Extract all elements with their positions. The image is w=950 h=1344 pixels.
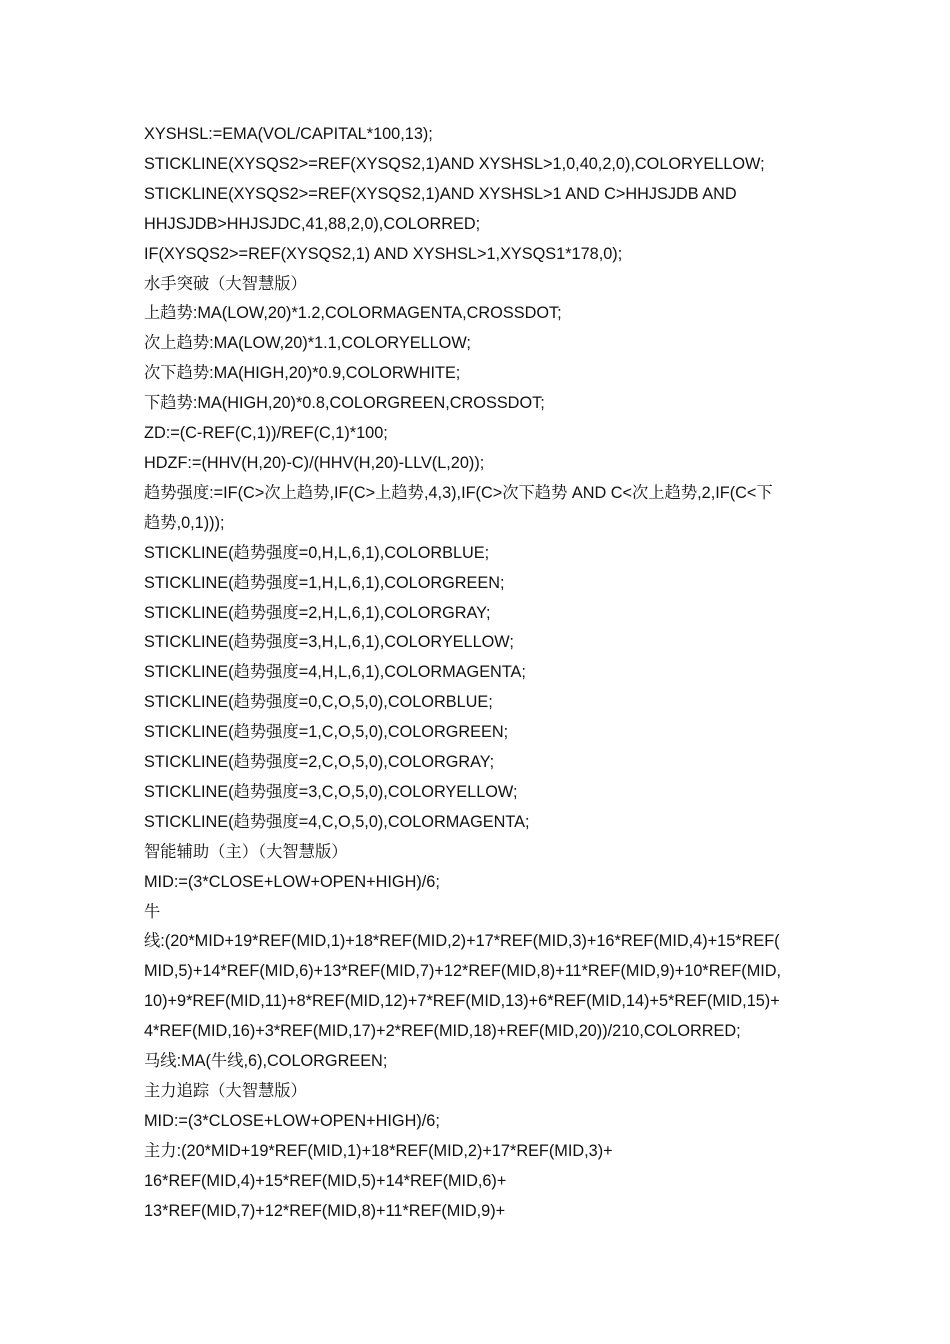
text-line: STICKLINE(趋势强度=2,C,O,5,0),COLORGRAY;: [144, 753, 495, 772]
text-line: STICKLINE(趋势强度=0,H,L,6,1),COLORBLUE;: [144, 543, 490, 562]
text-line: STICKLINE(趋势强度=2,H,L,6,1),COLORGRAY;: [144, 603, 491, 622]
text-line: STICKLINE(XYSQS2>=REF(XYSQS2,1)AND XYSHSL>1 AND C>HHJSJDB AND: [144, 184, 737, 203]
text-line: STICKLINE(趋势强度=3,H,L,6,1),COLORYELLOW;: [144, 633, 514, 652]
text-line: STICKLINE(趋势强度=1,C,O,5,0),COLORGREEN;: [144, 723, 509, 742]
text-line: 主力:(20*MID+19*REF(MID,1)+18*REF(MID,2)+17*REF(MID,3)+: [144, 1141, 613, 1160]
formula-text-block: [144, 120, 806, 1227]
text-line: 16*REF(MID,4)+15*REF(MID,5)+14*REF(MID,6)+: [144, 1171, 507, 1190]
text-line: 上趋势:MA(LOW,20)*1.2,COLORMAGENTA,CROSSDOT;: [144, 304, 562, 323]
section-heading: 水手突破（大智慧版）: [144, 274, 307, 293]
text-line: HHJSJDB>HHJSJDC,41,88,2,0),COLORRED;: [144, 214, 481, 233]
text-line: STICKLINE(趋势强度=1,H,L,6,1),COLORGREEN;: [144, 573, 505, 592]
text-line: STICKLINE(趋势强度=3,C,O,5,0),COLORYELLOW;: [144, 782, 518, 801]
section-heading: 主力追踪（大智慧版）: [144, 1082, 307, 1100]
text-line: 马线:MA(牛线,6),COLORGREEN;: [144, 1052, 388, 1071]
section-heading: 智能辅助（主）（大智慧版）: [144, 842, 348, 861]
text-line: 牛: [144, 902, 161, 921]
text-line: MID:=(3*CLOSE+LOW+OPEN+HIGH)/6;: [144, 872, 440, 891]
text-line: 13*REF(MID,7)+12*REF(MID,8)+11*REF(MID,9)+: [144, 1201, 506, 1220]
text-line: MID,5)+14*REF(MID,6)+13*REF(MID,7)+12*REF(MID,8)+11*REF(MID,9)+10*REF(MID,: [144, 962, 782, 981]
text-line: STICKLINE(趋势强度=0,C,O,5,0),COLORBLUE;: [144, 693, 493, 712]
text-line: 次上趋势:MA(LOW,20)*1.1,COLORYELLOW;: [144, 334, 471, 353]
text-line: STICKLINE(趋势强度=4,H,L,6,1),COLORMAGENTA;: [144, 663, 526, 682]
text-line: IF(XYSQS2>=REF(XYSQS2,1) AND XYSHSL>1,XYSQS1*178,0);: [144, 244, 623, 263]
text-line: 趋势,0,1)));: [144, 513, 225, 532]
text-line: MID:=(3*CLOSE+LOW+OPEN+HIGH)/6;: [144, 1111, 440, 1130]
text-line: 线:(20*MID+19*REF(MID,1)+18*REF(MID,2)+17*REF(MID,3)+16*REF(MID,4)+15*REF(: [144, 932, 780, 951]
text-line: 4*REF(MID,16)+3*REF(MID,17)+2*REF(MID,18)+REF(MID,20))/210,COLORRED;: [144, 1022, 741, 1041]
text-line: ZD:=(C-REF(C,1))/REF(C,1)*100;: [144, 424, 388, 443]
text-line: HDZF:=(HHV(H,20)-C)/(HHV(H,20)-LLV(L,20));: [144, 453, 485, 472]
text-line: STICKLINE(趋势强度=4,C,O,5,0),COLORMAGENTA;: [144, 812, 530, 831]
text-line: 10)+9*REF(MID,11)+8*REF(MID,12)+7*REF(MID,13)+6*REF(MID,14)+5*REF(MID,15)+: [144, 992, 780, 1011]
text-line: 下趋势:MA(HIGH,20)*0.8,COLORGREEN,CROSSDOT;: [144, 394, 545, 413]
text-line: XYSHSL:=EMA(VOL/CAPITAL*100,13);: [144, 125, 433, 143]
text-line: 次下趋势:MA(HIGH,20)*0.9,COLORWHITE;: [144, 364, 461, 383]
text-line: STICKLINE(XYSQS2>=REF(XYSQS2,1)AND XYSHSL>1,0,40,2,0),COLORYELLOW;: [144, 154, 765, 173]
text-line: 趋势强度:=IF(C>次上趋势,IF(C>上趋势,4,3),IF(C>次下趋势 AND C<次上趋势,2,IF(C<下: [144, 483, 773, 502]
